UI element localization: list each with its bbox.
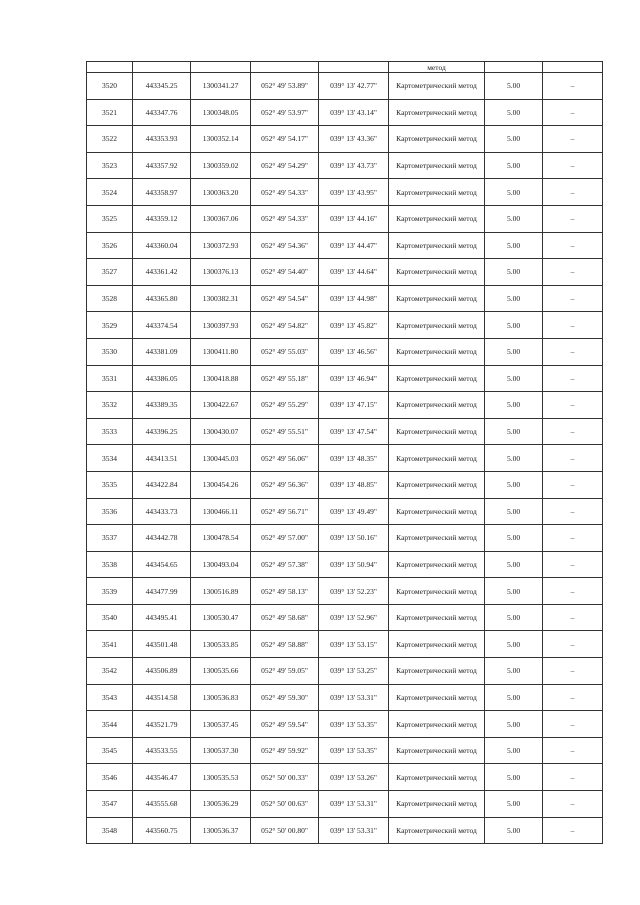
cell-accuracy: 5.00 bbox=[485, 392, 543, 419]
table-row bbox=[87, 578, 603, 605]
cell-accuracy: 5.00 bbox=[485, 631, 543, 658]
cell-latitude: 052° 49' 54.54" bbox=[251, 285, 319, 312]
cell-description: – bbox=[543, 578, 603, 605]
cell-description: – bbox=[543, 471, 603, 498]
cell-description: – bbox=[543, 73, 603, 100]
cell-x: 443477.99 bbox=[133, 578, 191, 605]
cell-longitude: 039° 13' 47.15" bbox=[319, 392, 389, 419]
cell-description: – bbox=[543, 285, 603, 312]
cell-x: 443506.89 bbox=[133, 658, 191, 685]
cell-x: 443347.76 bbox=[133, 99, 191, 126]
cell-latitude: 052° 49' 55.29" bbox=[251, 392, 319, 419]
cell-y: 1300536.83 bbox=[191, 684, 251, 711]
cell-x: 443345.25 bbox=[133, 73, 191, 100]
cell-method: Картометрический метод bbox=[389, 604, 485, 631]
cell-latitude: 052° 49' 57.38" bbox=[251, 551, 319, 578]
cell-x: 443521.79 bbox=[133, 711, 191, 738]
cell-longitude: 039° 13' 49.49" bbox=[319, 498, 389, 525]
cell-description: – bbox=[543, 737, 603, 764]
cell-method: Картометрический метод bbox=[389, 525, 485, 552]
cell-y: 1300530.47 bbox=[191, 604, 251, 631]
cell-x: 443359.12 bbox=[133, 205, 191, 232]
cell-x: 443555.68 bbox=[133, 791, 191, 818]
cell-latitude: 052° 49' 59.92" bbox=[251, 737, 319, 764]
cell-longitude: 039° 13' 48.35" bbox=[319, 445, 389, 472]
cell-description: – bbox=[543, 179, 603, 206]
cell-y: 1300367.06 bbox=[191, 205, 251, 232]
cell-x: 443374.54 bbox=[133, 312, 191, 339]
cell-latitude: 052° 49' 54.82" bbox=[251, 312, 319, 339]
cell-longitude: 039° 13' 47.54" bbox=[319, 418, 389, 445]
cell-empty bbox=[87, 62, 133, 73]
cell-longitude: 039° 13' 44.98" bbox=[319, 285, 389, 312]
table-row bbox=[87, 764, 603, 791]
cell-longitude: 039° 13' 44.64" bbox=[319, 259, 389, 286]
cell-x: 443360.04 bbox=[133, 232, 191, 259]
cell-longitude: 039° 13' 46.56" bbox=[319, 338, 389, 365]
cell-x: 443533.55 bbox=[133, 737, 191, 764]
cell-x: 443365.80 bbox=[133, 285, 191, 312]
cell-point-number: 3547 bbox=[87, 791, 133, 818]
cell-y: 1300535.66 bbox=[191, 658, 251, 685]
cell-accuracy: 5.00 bbox=[485, 764, 543, 791]
cell-description: – bbox=[543, 817, 603, 844]
cell-longitude: 039° 13' 43.36" bbox=[319, 126, 389, 153]
cell-point-number: 3522 bbox=[87, 126, 133, 153]
cell-accuracy: 5.00 bbox=[485, 498, 543, 525]
table-row bbox=[87, 232, 603, 259]
table-row bbox=[87, 791, 603, 818]
cell-longitude: 039° 13' 43.73" bbox=[319, 152, 389, 179]
table-row bbox=[87, 604, 603, 631]
table-row bbox=[87, 498, 603, 525]
table-body bbox=[87, 62, 603, 844]
cell-method: Картометрический метод bbox=[389, 179, 485, 206]
cell-empty bbox=[485, 62, 543, 73]
cell-x: 443413.51 bbox=[133, 445, 191, 472]
cell-method: Картометрический метод bbox=[389, 578, 485, 605]
cell-longitude: 039° 13' 53.26" bbox=[319, 764, 389, 791]
cell-description: – bbox=[543, 259, 603, 286]
cell-description: – bbox=[543, 498, 603, 525]
cell-method: Картометрический метод bbox=[389, 551, 485, 578]
cell-longitude: 039° 13' 53.35" bbox=[319, 711, 389, 738]
cell-point-number: 3541 bbox=[87, 631, 133, 658]
cell-point-number: 3528 bbox=[87, 285, 133, 312]
cell-y: 1300372.93 bbox=[191, 232, 251, 259]
cell-accuracy: 5.00 bbox=[485, 711, 543, 738]
cell-x: 443546.47 bbox=[133, 764, 191, 791]
cell-accuracy: 5.00 bbox=[485, 684, 543, 711]
cell-latitude: 052° 49' 59.05" bbox=[251, 658, 319, 685]
table-row bbox=[87, 551, 603, 578]
cell-latitude: 052° 49' 55.03" bbox=[251, 338, 319, 365]
cell-accuracy: 5.00 bbox=[485, 471, 543, 498]
cell-method: Картометрический метод bbox=[389, 152, 485, 179]
cell-accuracy: 5.00 bbox=[485, 365, 543, 392]
cell-y: 1300537.30 bbox=[191, 737, 251, 764]
cell-method: Картометрический метод bbox=[389, 338, 485, 365]
cell-description: – bbox=[543, 684, 603, 711]
cell-method: Картометрический метод bbox=[389, 631, 485, 658]
cell-accuracy: 5.00 bbox=[485, 791, 543, 818]
cell-method: Картометрический метод bbox=[389, 126, 485, 153]
cell-point-number: 3535 bbox=[87, 471, 133, 498]
cell-point-number: 3546 bbox=[87, 764, 133, 791]
cell-point-number: 3531 bbox=[87, 365, 133, 392]
cell-x: 443396.25 bbox=[133, 418, 191, 445]
cell-latitude: 052° 49' 55.18" bbox=[251, 365, 319, 392]
cell-y: 1300516.89 bbox=[191, 578, 251, 605]
table-row bbox=[87, 73, 603, 100]
cell-method: Картометрический метод bbox=[389, 791, 485, 818]
cell-latitude: 052° 50' 00.63" bbox=[251, 791, 319, 818]
cell-description: – bbox=[543, 551, 603, 578]
cell-x: 443433.73 bbox=[133, 498, 191, 525]
cell-point-number: 3545 bbox=[87, 737, 133, 764]
cell-y: 1300478.54 bbox=[191, 525, 251, 552]
cell-point-number: 3525 bbox=[87, 205, 133, 232]
cell-latitude: 052° 49' 59.54" bbox=[251, 711, 319, 738]
cell-y: 1300341.27 bbox=[191, 73, 251, 100]
cell-x: 443357.92 bbox=[133, 152, 191, 179]
cell-longitude: 039° 13' 45.82" bbox=[319, 312, 389, 339]
cell-description: – bbox=[543, 365, 603, 392]
cell-method: Картометрический метод bbox=[389, 285, 485, 312]
cell-point-number: 3534 bbox=[87, 445, 133, 472]
cell-description: – bbox=[543, 764, 603, 791]
continuation-row bbox=[87, 62, 603, 73]
cell-method: Картометрический метод bbox=[389, 232, 485, 259]
cell-empty bbox=[191, 62, 251, 73]
cell-x: 443442.78 bbox=[133, 525, 191, 552]
cell-empty bbox=[543, 62, 603, 73]
table-row bbox=[87, 525, 603, 552]
cell-longitude: 039° 13' 53.35" bbox=[319, 737, 389, 764]
cell-longitude: 039° 13' 52.96" bbox=[319, 604, 389, 631]
cell-y: 1300493.04 bbox=[191, 551, 251, 578]
cell-description: – bbox=[543, 658, 603, 685]
cell-longitude: 039° 13' 44.16" bbox=[319, 205, 389, 232]
cell-latitude: 052° 49' 54.33" bbox=[251, 205, 319, 232]
cell-accuracy: 5.00 bbox=[485, 578, 543, 605]
cell-method: Картометрический метод bbox=[389, 764, 485, 791]
cell-x: 443381.09 bbox=[133, 338, 191, 365]
cell-method: Картометрический метод bbox=[389, 445, 485, 472]
cell-description: – bbox=[543, 711, 603, 738]
cell-point-number: 3527 bbox=[87, 259, 133, 286]
cell-point-number: 3536 bbox=[87, 498, 133, 525]
cell-latitude: 052° 49' 53.89" bbox=[251, 73, 319, 100]
cell-y: 1300359.02 bbox=[191, 152, 251, 179]
cell-accuracy: 5.00 bbox=[485, 418, 543, 445]
cell-x: 443514.58 bbox=[133, 684, 191, 711]
table-row bbox=[87, 126, 603, 153]
cell-latitude: 052° 49' 58.88" bbox=[251, 631, 319, 658]
cell-longitude: 039° 13' 53.31" bbox=[319, 791, 389, 818]
cell-y: 1300535.53 bbox=[191, 764, 251, 791]
cell-longitude: 039° 13' 48.85" bbox=[319, 471, 389, 498]
cell-accuracy: 5.00 bbox=[485, 312, 543, 339]
cell-accuracy: 5.00 bbox=[485, 126, 543, 153]
cell-latitude: 052° 49' 55.51" bbox=[251, 418, 319, 445]
cell-longitude: 039° 13' 43.95" bbox=[319, 179, 389, 206]
cell-x: 443495.41 bbox=[133, 604, 191, 631]
cell-accuracy: 5.00 bbox=[485, 551, 543, 578]
cell-point-number: 3521 bbox=[87, 99, 133, 126]
cell-accuracy: 5.00 bbox=[485, 205, 543, 232]
cell-y: 1300348.05 bbox=[191, 99, 251, 126]
cell-empty bbox=[319, 62, 389, 73]
cell-description: – bbox=[543, 99, 603, 126]
cell-accuracy: 5.00 bbox=[485, 817, 543, 844]
cell-accuracy: 5.00 bbox=[485, 232, 543, 259]
table-row bbox=[87, 737, 603, 764]
cell-y: 1300536.37 bbox=[191, 817, 251, 844]
cell-description: – bbox=[543, 312, 603, 339]
cell-y: 1300454.26 bbox=[191, 471, 251, 498]
cell-y: 1300418.88 bbox=[191, 365, 251, 392]
cell-description: – bbox=[543, 126, 603, 153]
cell-x: 443389.35 bbox=[133, 392, 191, 419]
cell-y: 1300363.20 bbox=[191, 179, 251, 206]
cell-empty bbox=[133, 62, 191, 73]
cell-longitude: 039° 13' 53.15" bbox=[319, 631, 389, 658]
cell-longitude: 039° 13' 46.94" bbox=[319, 365, 389, 392]
table-row bbox=[87, 658, 603, 685]
cell-method: Картометрический метод bbox=[389, 684, 485, 711]
cell-latitude: 052° 49' 54.36" bbox=[251, 232, 319, 259]
table-row bbox=[87, 338, 603, 365]
cell-x: 443358.97 bbox=[133, 179, 191, 206]
cell-method: Картометрический метод bbox=[389, 711, 485, 738]
cell-y: 1300422.67 bbox=[191, 392, 251, 419]
cell-method: Картометрический метод bbox=[389, 205, 485, 232]
cell-description: – bbox=[543, 418, 603, 445]
cell-accuracy: 5.00 bbox=[485, 259, 543, 286]
cell-latitude: 052° 49' 59.30" bbox=[251, 684, 319, 711]
cell-longitude: 039° 13' 43.14" bbox=[319, 99, 389, 126]
cell-x: 443501.48 bbox=[133, 631, 191, 658]
cell-method: Картометрический метод bbox=[389, 471, 485, 498]
cell-point-number: 3538 bbox=[87, 551, 133, 578]
cell-longitude: 039° 13' 50.16" bbox=[319, 525, 389, 552]
cell-description: – bbox=[543, 338, 603, 365]
cell-accuracy: 5.00 bbox=[485, 604, 543, 631]
cell-latitude: 052° 49' 56.36" bbox=[251, 471, 319, 498]
cell-description: – bbox=[543, 205, 603, 232]
cell-point-number: 3537 bbox=[87, 525, 133, 552]
cell-x: 443560.75 bbox=[133, 817, 191, 844]
cell-accuracy: 5.00 bbox=[485, 285, 543, 312]
cell-y: 1300382.31 bbox=[191, 285, 251, 312]
cell-point-number: 3542 bbox=[87, 658, 133, 685]
cell-method: Картометрический метод bbox=[389, 737, 485, 764]
cell-description: – bbox=[543, 604, 603, 631]
cell-point-number: 3540 bbox=[87, 604, 133, 631]
cell-description: – bbox=[543, 392, 603, 419]
table-row bbox=[87, 152, 603, 179]
cell-point-number: 3529 bbox=[87, 312, 133, 339]
cell-latitude: 052° 49' 54.33" bbox=[251, 179, 319, 206]
table-row bbox=[87, 471, 603, 498]
coordinates-table bbox=[86, 61, 603, 844]
cell-description: – bbox=[543, 445, 603, 472]
cell-latitude: 052° 50' 00.33" bbox=[251, 764, 319, 791]
cell-description: – bbox=[543, 791, 603, 818]
cell-accuracy: 5.00 bbox=[485, 152, 543, 179]
table-row bbox=[87, 445, 603, 472]
cell-method: Картометрический метод bbox=[389, 817, 485, 844]
cell-y: 1300533.85 bbox=[191, 631, 251, 658]
cell-point-number: 3543 bbox=[87, 684, 133, 711]
cell-y: 1300376.13 bbox=[191, 259, 251, 286]
table-row bbox=[87, 205, 603, 232]
cell-point-number: 3524 bbox=[87, 179, 133, 206]
cell-description: – bbox=[543, 631, 603, 658]
cell-point-number: 3523 bbox=[87, 152, 133, 179]
table-row bbox=[87, 179, 603, 206]
table-row bbox=[87, 684, 603, 711]
cell-description: – bbox=[543, 152, 603, 179]
cell-y: 1300430.07 bbox=[191, 418, 251, 445]
cell-method: Картометрический метод bbox=[389, 312, 485, 339]
cell-y: 1300536.29 bbox=[191, 791, 251, 818]
cell-point-number: 3539 bbox=[87, 578, 133, 605]
table-row bbox=[87, 312, 603, 339]
cell-accuracy: 5.00 bbox=[485, 658, 543, 685]
cell-longitude: 039° 13' 53.31" bbox=[319, 817, 389, 844]
cell-point-number: 3548 bbox=[87, 817, 133, 844]
cell-accuracy: 5.00 bbox=[485, 338, 543, 365]
cell-latitude: 052° 50' 00.80" bbox=[251, 817, 319, 844]
table-row bbox=[87, 259, 603, 286]
cell-method-tail: метод bbox=[389, 62, 485, 73]
cell-method: Картометрический метод bbox=[389, 498, 485, 525]
cell-y: 1300537.45 bbox=[191, 711, 251, 738]
cell-point-number: 3532 bbox=[87, 392, 133, 419]
table-row bbox=[87, 817, 603, 844]
cell-description: – bbox=[543, 525, 603, 552]
cell-latitude: 052° 49' 57.00" bbox=[251, 525, 319, 552]
cell-point-number: 3530 bbox=[87, 338, 133, 365]
cell-accuracy: 5.00 bbox=[485, 179, 543, 206]
cell-latitude: 052° 49' 58.68" bbox=[251, 604, 319, 631]
table-row bbox=[87, 631, 603, 658]
cell-longitude: 039° 13' 44.47" bbox=[319, 232, 389, 259]
cell-y: 1300411.80 bbox=[191, 338, 251, 365]
cell-point-number: 3526 bbox=[87, 232, 133, 259]
cell-method: Картометрический метод bbox=[389, 418, 485, 445]
cell-accuracy: 5.00 bbox=[485, 737, 543, 764]
cell-method: Картометрический метод bbox=[389, 73, 485, 100]
cell-y: 1300466.11 bbox=[191, 498, 251, 525]
cell-method: Картометрический метод bbox=[389, 99, 485, 126]
table-row bbox=[87, 285, 603, 312]
cell-point-number: 3544 bbox=[87, 711, 133, 738]
cell-y: 1300352.14 bbox=[191, 126, 251, 153]
cell-longitude: 039° 13' 52.23" bbox=[319, 578, 389, 605]
table-row bbox=[87, 711, 603, 738]
table-row bbox=[87, 365, 603, 392]
cell-method: Картометрический метод bbox=[389, 365, 485, 392]
cell-accuracy: 5.00 bbox=[485, 525, 543, 552]
cell-point-number: 3533 bbox=[87, 418, 133, 445]
cell-point-number: 3520 bbox=[87, 73, 133, 100]
cell-x: 443422.84 bbox=[133, 471, 191, 498]
cell-method: Картометрический метод bbox=[389, 259, 485, 286]
cell-accuracy: 5.00 bbox=[485, 99, 543, 126]
cell-latitude: 052° 49' 54.40" bbox=[251, 259, 319, 286]
table-row bbox=[87, 392, 603, 419]
table-row bbox=[87, 418, 603, 445]
cell-x: 443454.65 bbox=[133, 551, 191, 578]
table-row bbox=[87, 99, 603, 126]
cell-x: 443386.05 bbox=[133, 365, 191, 392]
cell-y: 1300445.03 bbox=[191, 445, 251, 472]
cell-accuracy: 5.00 bbox=[485, 445, 543, 472]
cell-x: 443353.93 bbox=[133, 126, 191, 153]
cell-longitude: 039° 13' 50.94" bbox=[319, 551, 389, 578]
cell-latitude: 052° 49' 58.13" bbox=[251, 578, 319, 605]
cell-method: Картометрический метод bbox=[389, 658, 485, 685]
cell-latitude: 052° 49' 54.17" bbox=[251, 126, 319, 153]
cell-x: 443361.42 bbox=[133, 259, 191, 286]
cell-latitude: 052° 49' 56.71" bbox=[251, 498, 319, 525]
cell-latitude: 052° 49' 56.06" bbox=[251, 445, 319, 472]
cell-method: Картометрический метод bbox=[389, 392, 485, 419]
cell-y: 1300397.93 bbox=[191, 312, 251, 339]
cell-description: – bbox=[543, 232, 603, 259]
cell-longitude: 039° 13' 53.31" bbox=[319, 684, 389, 711]
cell-latitude: 052° 49' 53.97" bbox=[251, 99, 319, 126]
cell-empty bbox=[251, 62, 319, 73]
cell-accuracy: 5.00 bbox=[485, 73, 543, 100]
cell-latitude: 052° 49' 54.29" bbox=[251, 152, 319, 179]
cell-longitude: 039° 13' 42.77" bbox=[319, 73, 389, 100]
cell-longitude: 039° 13' 53.25" bbox=[319, 658, 389, 685]
